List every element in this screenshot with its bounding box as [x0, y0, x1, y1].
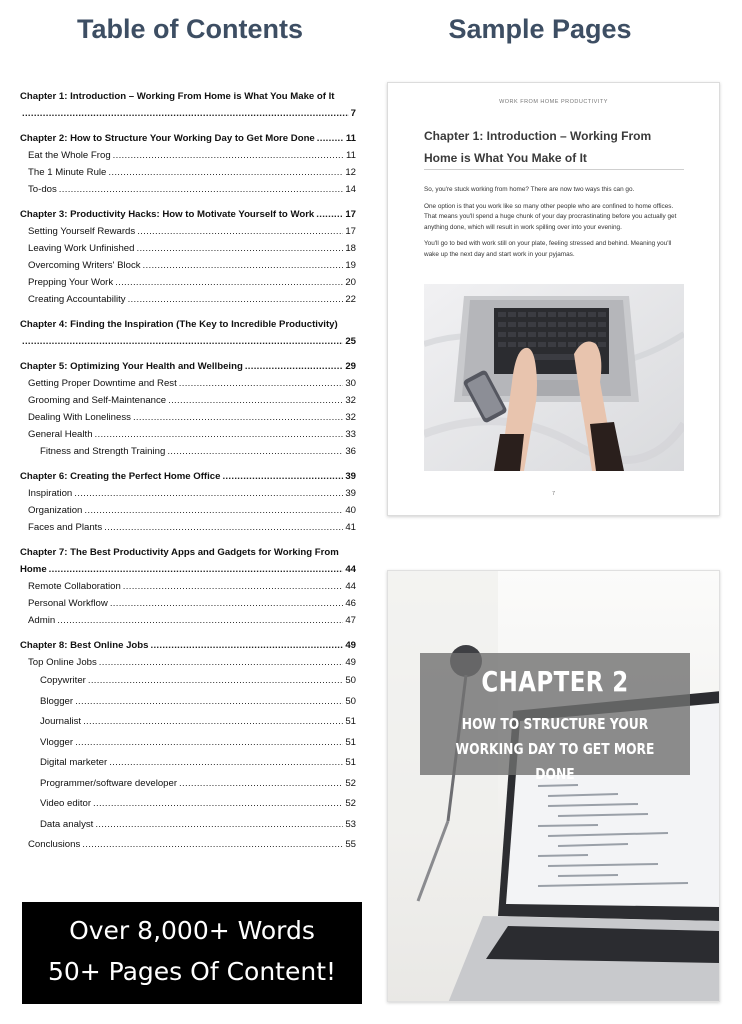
toc-heading: Table of Contents — [77, 14, 303, 44]
chapter-2-title-box — [420, 653, 690, 783]
toc-entry: Data analyst ..... 53 — [20, 815, 356, 836]
toc-entry: Dealing With Loneliness ..... 32 — [20, 409, 356, 426]
toc-chapter-7: Chapter 7: The Best Productivity Apps and Gadgets for Working From Home ..... 44 — [20, 544, 356, 578]
chapter-2-subtitle-line-1: HOW TO STRUCTURE YOUR — [461, 715, 649, 733]
toc-entry: Faces and Plants ..... 41 — [20, 519, 356, 536]
toc-entry: Getting Proper Downtime and Rest ..... 30 — [20, 375, 356, 392]
toc-chapter-6: Chapter 6: Creating the Perfect Home Office ..... 39 — [20, 468, 356, 485]
toc-entry: Remote Collaboration ..... 44 — [20, 578, 356, 595]
sample-page-2 — [387, 570, 720, 1002]
toc-entry: Personal Workflow ..... 46 — [20, 595, 356, 612]
toc-entry: Video editor ..... 52 — [20, 794, 356, 815]
toc-chapter-7-page: 44 — [345, 564, 356, 575]
toc-chapter-7-title: Chapter 7: The Best Productivity Apps and Gadgets for Working From — [20, 547, 339, 558]
toc-chapter-1-title: Chapter 1: Introduction – Working From Home is What You Make of It — [20, 91, 335, 102]
toc-entry: To-dos ..... 14 — [20, 181, 356, 198]
table-of-contents — [20, 88, 356, 856]
laptop-photo — [424, 284, 684, 471]
toc-entry: Vlogger ..... 51 — [20, 733, 356, 754]
toc-entry: General Health ..... 33 — [20, 426, 356, 443]
toc-entry: Top Online Jobs ..... 49 — [20, 654, 356, 671]
toc-entry: The 1 Minute Rule ..... 12 — [20, 164, 356, 181]
toc-entry: Programmer/software developer ..... 52 — [20, 774, 356, 795]
word-count-banner — [22, 902, 362, 1004]
banner-line-2: 50+ Pages Of Content! — [47, 957, 337, 986]
chapter-2-label: CHAPTER 2 — [481, 665, 629, 698]
toc-entry: Digital marketer ..... 51 — [20, 753, 356, 774]
toc-entry: Blogger ..... 50 — [20, 692, 356, 713]
paragraph: So, you're stuck working from home? There are now two ways this can go. — [424, 186, 635, 193]
paragraph: You'll go to bed with work still on your plate, feeling stressed and behind. Meaning you'll wake up the next day and start work in your pyjamas. — [424, 240, 672, 258]
chapter-title: Chapter 1: Introduction – Working From Home is What You Make of It — [424, 129, 652, 165]
toc-entry: Creating Accountability ..... 22 — [20, 291, 356, 308]
toc-entry: Prepping Your Work ..... 20 — [20, 274, 356, 291]
sample-pages-heading: Sample Pages — [448, 14, 632, 44]
toc-chapter-4-title: Chapter 4: Finding the Inspiration (The Key to Incredible Productivity) — [20, 319, 338, 330]
toc-chapter-1 — [20, 88, 356, 122]
toc-entry: Eat the Whole Frog ..... 11 — [20, 147, 356, 164]
toc-chapter-8: Chapter 8: Best Online Jobs ..... 49 — [20, 637, 356, 654]
toc-chapter-4-page: 25 — [345, 336, 356, 347]
toc-entry: Copywriter ..... 50 — [20, 671, 356, 692]
page-body — [424, 185, 686, 266]
toc-entry: Organization ..... 40 — [20, 502, 356, 519]
toc-entry: Conclusions ..... 55 — [20, 835, 356, 856]
banner-line-1: Over 8,000+ Words — [69, 916, 315, 945]
toc-chapter-3: Chapter 3: Productivity Hacks: How to Motivate Yourself to Work ..... 17 — [20, 206, 356, 223]
toc-entry: Fitness and Strength Training ..... 36 — [20, 443, 356, 460]
toc-entry: Journalist ..... 51 — [20, 712, 356, 733]
chapter-2-subtitle-line-2: WORKING DAY TO GET MORE DONE — [455, 740, 655, 783]
toc-chapter-5: Chapter 5: Optimizing Your Health and Wellbeing ..... 29 — [20, 358, 356, 375]
running-header: WORK FROM HOME PRODUCTIVITY — [499, 99, 608, 105]
toc-entry: Grooming and Self-Maintenance ..... 32 — [20, 392, 356, 409]
paragraph: One option is that you work like so many other people who are confined to home offices. That means you'll spend a huge chunk of your day procrastinating before you actually get anything done, which will result in work spilling over into your evening. — [424, 202, 677, 231]
toc-chapter-1-page: 7 — [350, 108, 356, 119]
toc-entry: Leaving Work Unfinished ..... 18 — [20, 240, 356, 257]
page-number: 7 — [551, 491, 556, 497]
toc-chapter-2: Chapter 2: How to Structure Your Working Day to Get More Done ..... 11 — [20, 130, 356, 147]
toc-entry: Inspiration ..... 39 — [20, 485, 356, 502]
toc-entry: Overcoming Writers' Block ..... 19 — [20, 257, 356, 274]
toc-entry: Admin ..... 47 — [20, 612, 356, 629]
title-divider — [424, 169, 684, 170]
toc-entry: Setting Yourself Rewards ..... 17 — [20, 223, 356, 240]
sample-page-1 — [387, 82, 720, 516]
laptop-typing-illustration — [424, 284, 684, 471]
toc-chapter-4 — [20, 316, 356, 350]
